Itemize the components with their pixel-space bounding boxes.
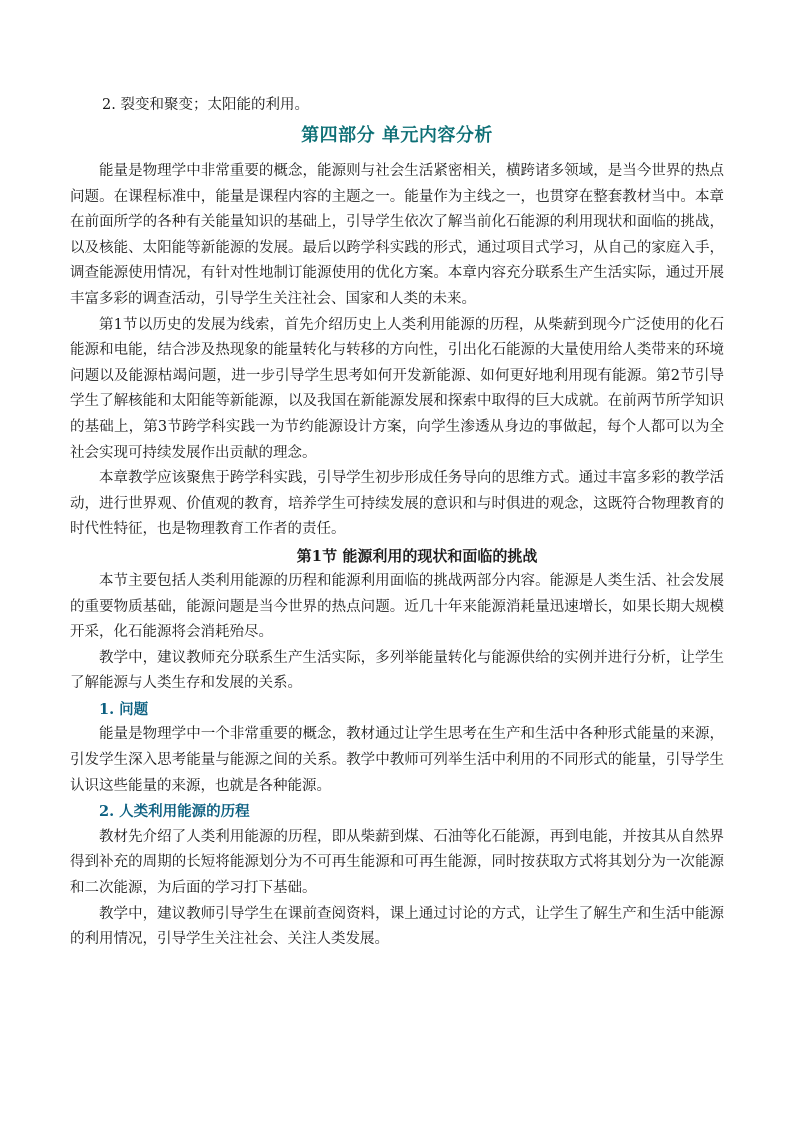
intro-line: 2. 裂变和聚变；太阳能的利用。	[102, 97, 309, 113]
part-title: 第四部分 单元内容分析	[301, 125, 493, 146]
section-title: 第1节 能源利用的现状和面临的挑战	[296, 546, 538, 565]
paragraph: 能量是物理学中一个非常重要的概念，教材通过让学生思考在生产和生活中各种形式能量的来源，引发学生深入思考能量与能源之间的关系。教学中教师可列举生活中利用的不同形式的能量，引导学生认识这些能量的来源，也就是各种能源。	[70, 726, 724, 794]
document-page	[70, 93, 724, 953]
subheading-problem: 1. 问题	[99, 700, 149, 718]
subheading-energy-history: 2. 人类利用能源的历程	[99, 803, 250, 821]
paragraph: 第1节以历史的发展为线索，首先介绍历史上人类利用能源的历程，从柴薪到现今广泛使用的化石能源和电能，结合涉及热现象的能量转化与转移的方向性，引出化石能源的大量使用给人类带来的环境问题以及能源枯竭问题，进一步引导学生思考如何开发新能源、如何更好地利用现有能源。第2节引导学生了解核能和太阳能等新能源，以及我国在新能源发展和探索中取得的巨大成就。在前两节所学知识的基础上，第3节跨学科实践一为节约能源设计方案，向学生渗透从身边的事做起，每个人都可以为全社会实现可持续发展作出贡献的理念。	[70, 316, 724, 461]
paragraph: 教材先介绍了人类利用能源的历程，即从柴薪到煤、石油等化石能源，再到电能，并按其从自然界得到补充的周期的长短将能源划分为不可再生能源和可再生能源，同时按获取方式将其划分为一次能源和二次能源，为后面的学习打下基础。	[70, 828, 724, 897]
paragraph: 本章教学应该聚焦于跨学科实践，引导学生初步形成任务导向的思维方式。通过丰富多彩的教学活动，进行世界观、价值观的教育，培养学生可持续发展的意识和与时俱进的观念，这既符合物理教育的时代性特征，也是物理教育工作者的责任。	[70, 470, 724, 538]
paragraph: 教学中，建议教师引导学生在课前查阅资料，课上通过讨论的方式，让学生了解生产和生活中能源的利用情况，引导学生关注社会、关注人类发展。	[70, 905, 724, 948]
paragraph: 能量是物理学中非常重要的概念，能源则与社会生活紧密相关，横跨诸多领域，是当今世界的热点问题。在课程标准中，能量是课程内容的主题之一。能量作为主线之一，也贯穿在整套教材当中。本章在前面所学的各种有关能量知识的基础上，引导学生依次了解当前化石能源的利用现状和面临的挑战，以及核能、太阳能等新能源的发展。最后以跨学科实践的形式，通过项目式学习，从自己的家庭入手，调查能源使用情况，有针对性地制订能源使用的优化方案。本章内容充分联系生产生活实际，通过开展丰富多彩的调查活动，引导学生关注社会、国家和人类的未来。	[70, 163, 724, 307]
paragraph: 本节主要包括人类利用能源的历程和能源利用面临的挑战两部分内容。能源是人类生活、社会发展的重要物质基础，能源问题是当今世界的热点问题。近几十年来能源消耗量迅速增长，如果长期大规模开采，化石能源将会消耗殆尽。	[70, 572, 724, 641]
paragraph: 教学中，建议教师充分联系生产生活实际，多列举能量转化与能源供给的实例并进行分析，让学生了解能源与人类生存和发展的关系。	[70, 649, 724, 692]
